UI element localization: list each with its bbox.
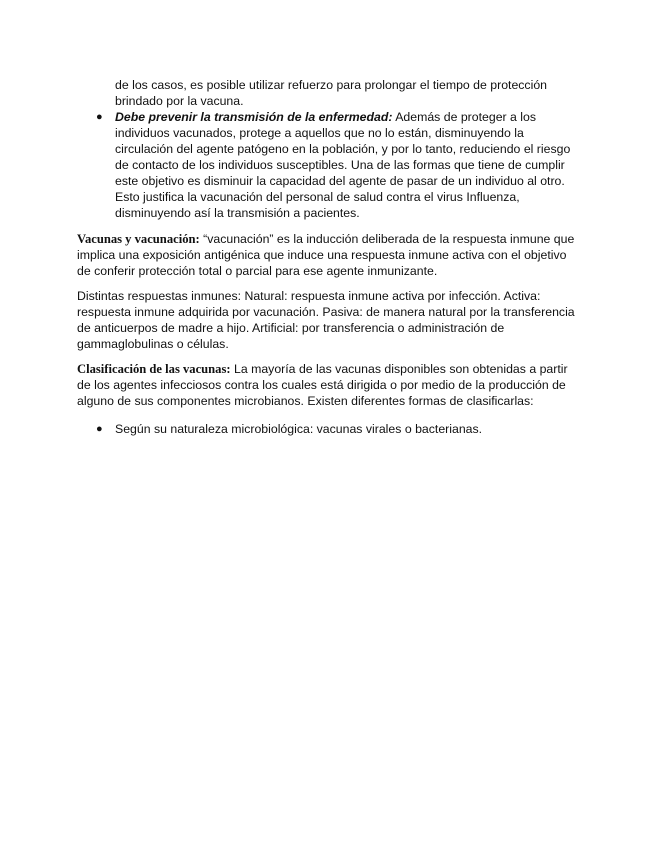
bullet-icon: ●	[96, 111, 103, 123]
clasificacion-heading: Clasificación de las vacunas:	[77, 362, 231, 376]
transmission-term: Debe prevenir la transmisión de la enfermedad:	[115, 110, 393, 124]
list-item-naturaleza	[77, 421, 577, 437]
vacunas-paragraph	[77, 231, 577, 279]
clasificacion-text: La mayoría de las vacunas disponibles son obtenidas a partir de los agentes infecciosos contra los cuales está dirigida o por medio de la producción de alguno de sus componentes microbianos. Existen diferentes formas de clasificarlas:	[77, 362, 568, 408]
classification-bullet-list	[77, 421, 577, 437]
respuestas-paragraph: Distintas respuestas inmunes: Natural: respuesta inmune activa por infección. Activa: respuesta inmune adquirida por vacunación. Pasiva: de manera natural por la transferencia de anticuerpos de madre a hijo. Artificial: por transferencia o administración de gammaglobulinas o células.	[77, 289, 575, 351]
transmission-bullet-list	[77, 109, 577, 221]
document-page	[77, 77, 577, 437]
bullet-icon: ●	[96, 423, 103, 435]
clasificacion-paragraph	[77, 361, 577, 409]
list-item-transmission	[77, 109, 577, 221]
naturaleza-text: Según su naturaleza microbiológica: vacunas virales o bacterianas.	[115, 422, 483, 436]
transmission-text: Además de proteger a los individuos vacunados, protege a aquellos que no lo están, disminuyendo la circulación del agente patógeno en la población, y por lo tanto, reduciendo el riesgo de contacto de los individuos susceptibles. Una de las formas que tiene de cumplir este objetivo es disminuir la capacidad del agente de pasar de un individuo al otro. Esto justifica la vacunación del personal de salud contra el virus Influenza, disminuyendo así la transmisión a pacientes.	[115, 110, 571, 220]
vacunas-text: “vacunación” es la inducción deliberada de la respuesta inmune que implica una exposición antigénica que induce una respuesta inmune activa con el objetivo de conferir protección total o parcial para ese agente inmunizante.	[77, 232, 575, 278]
vacunas-heading: Vacunas y vacunación:	[77, 232, 200, 246]
intro-continuation-text: de los casos, es posible utilizar refuerzo para prolongar el tiempo de protección brindado por la vacuna.	[115, 78, 547, 108]
